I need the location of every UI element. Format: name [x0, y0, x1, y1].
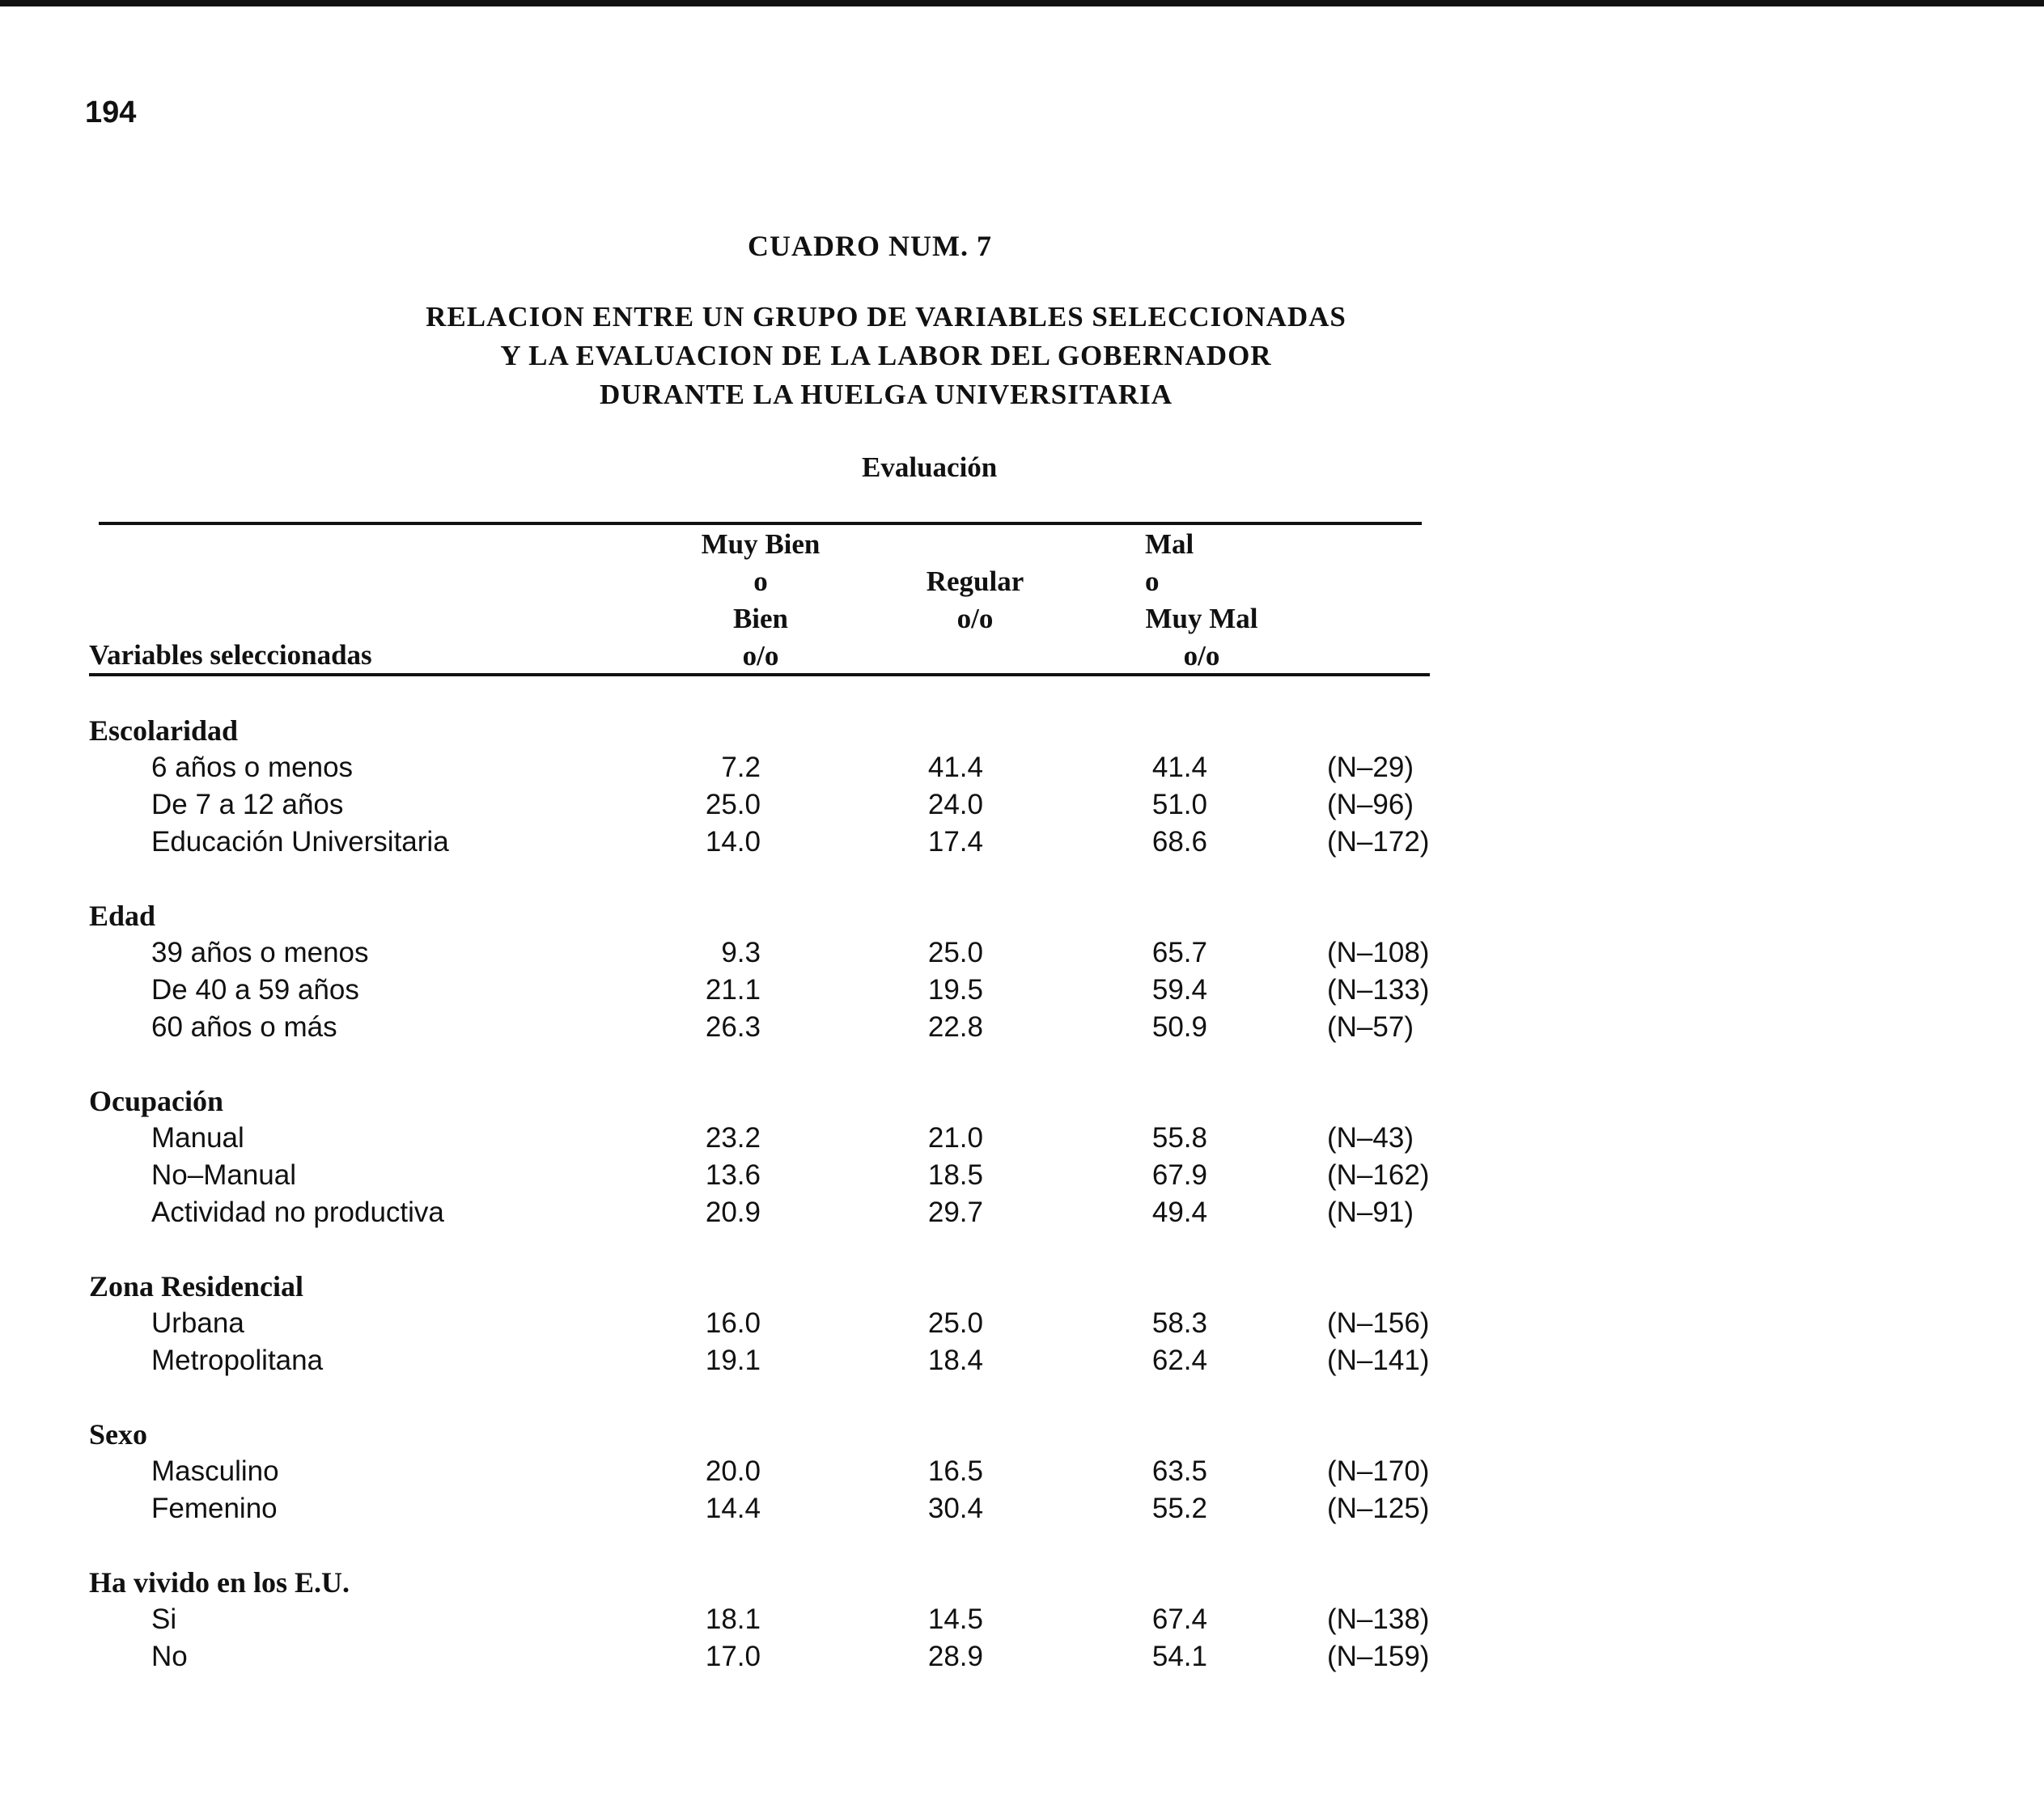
cell-regular: 17.4: [927, 826, 983, 858]
cell-regular: 29.7: [927, 1197, 983, 1228]
cell-n: (N–141): [1327, 1345, 1430, 1376]
row-label: Masculino: [151, 1455, 279, 1487]
cell-n: (N–138): [1327, 1603, 1430, 1635]
cell-n: (N–43): [1327, 1122, 1414, 1154]
evaluation-label: Evaluación: [862, 451, 998, 483]
cell-n: (N–159): [1327, 1641, 1430, 1672]
cell-mal: 67.4: [1151, 1603, 1207, 1635]
cell-mal: 55.2: [1151, 1493, 1207, 1524]
row-label: Si: [151, 1603, 177, 1635]
column-header-bien-line: Bien: [732, 603, 789, 634]
cell-bien: 9.3: [721, 937, 761, 968]
cell-bien: 26.3: [705, 1011, 761, 1043]
variable-group: [0, 1416, 2044, 1527]
table-title-line-1: RELACION ENTRE UN GRUPO DE VARIABLES SELECCIONADAS: [426, 301, 1346, 333]
cell-n: (N–156): [1327, 1307, 1430, 1339]
cell-n: (N–162): [1327, 1159, 1430, 1191]
table-row: [0, 1305, 2044, 1342]
cell-regular: 24.0: [927, 789, 983, 820]
cell-mal: 58.3: [1151, 1307, 1207, 1339]
cell-n: (N–57): [1327, 1011, 1414, 1043]
table-row: [0, 749, 2044, 786]
variable-group: [0, 1564, 2044, 1675]
cell-bien: 23.2: [705, 1122, 761, 1154]
table-row: [0, 1638, 2044, 1675]
cell-mal: 68.6: [1151, 826, 1207, 858]
row-label: Urbana: [151, 1307, 244, 1339]
row-label: No: [151, 1641, 188, 1672]
header-top-rule: [99, 522, 1422, 525]
cell-mal: 55.8: [1151, 1122, 1207, 1154]
page-number: 194: [85, 95, 137, 129]
row-label: 60 años o más: [151, 1011, 337, 1043]
cell-bien: 14.4: [705, 1493, 761, 1524]
column-header-mal-line: Mal: [1145, 528, 1194, 560]
cell-mal: 65.7: [1151, 937, 1207, 968]
table-label: CUADRO NUM. 7: [748, 230, 992, 262]
table-body: [0, 712, 2044, 1712]
row-label: Manual: [151, 1122, 244, 1154]
cell-bien: 13.6: [705, 1159, 761, 1191]
row-label: 6 años o menos: [151, 752, 354, 783]
table-row: [0, 1194, 2044, 1231]
cell-regular: 41.4: [927, 752, 983, 783]
column-header-mal-line: Muy Mal: [1145, 603, 1258, 634]
table-row: [0, 1120, 2044, 1157]
cell-bien: 20.9: [705, 1197, 761, 1228]
table-row: [0, 1490, 2044, 1527]
cell-regular: 22.8: [927, 1011, 983, 1043]
row-label: 39 años o menos: [151, 937, 369, 968]
cell-n: (N–29): [1327, 752, 1414, 783]
cell-n: (N–96): [1327, 789, 1414, 820]
row-label: Educación Universitaria: [151, 826, 449, 858]
table-row: [0, 786, 2044, 824]
column-header-mal-line: o/o: [1183, 640, 1220, 671]
cell-bien: 18.1: [705, 1603, 761, 1635]
group-title: Ocupación: [89, 1085, 224, 1117]
column-header-mal-line: o: [1145, 566, 1160, 597]
cell-regular: 21.0: [927, 1122, 983, 1154]
group-title: Edad: [89, 900, 156, 932]
table-row: [0, 824, 2044, 861]
cell-n: (N–172): [1327, 826, 1430, 858]
cell-n: (N–170): [1327, 1455, 1430, 1487]
cell-mal: 50.9: [1151, 1011, 1207, 1043]
header-bottom-rule: [89, 673, 1430, 676]
table-row: [0, 972, 2044, 1009]
cell-regular: 14.5: [927, 1603, 983, 1635]
column-header-bien-line: o/o: [742, 640, 779, 671]
cell-n: (N–133): [1327, 974, 1430, 1006]
cell-mal: 63.5: [1151, 1455, 1207, 1487]
cell-regular: 30.4: [927, 1493, 983, 1524]
cell-regular: 28.9: [927, 1641, 983, 1672]
cell-regular: 25.0: [927, 937, 983, 968]
cell-mal: 49.4: [1151, 1197, 1207, 1228]
cell-bien: 7.2: [721, 752, 761, 783]
cell-mal: 62.4: [1151, 1345, 1207, 1376]
row-label: Actividad no productiva: [151, 1197, 444, 1228]
cell-mal: 41.4: [1151, 752, 1207, 783]
column-header-regular-line: o/o: [956, 603, 994, 634]
column-header-bien-line: o: [753, 566, 768, 597]
cell-regular: 19.5: [927, 974, 983, 1006]
cell-bien: 25.0: [705, 789, 761, 820]
cell-mal: 54.1: [1151, 1641, 1207, 1672]
column-header-mal: [1121, 526, 1283, 675]
variable-group: [0, 1082, 2044, 1231]
cell-regular: 18.4: [927, 1345, 983, 1376]
table-row: [0, 1157, 2044, 1194]
row-label: Femenino: [151, 1493, 278, 1524]
cell-regular: 25.0: [927, 1307, 983, 1339]
cell-bien: 17.0: [705, 1641, 761, 1672]
column-header-regular: [894, 563, 1056, 638]
column-header-bien-line: Muy Bien: [701, 528, 821, 560]
cell-mal: 51.0: [1151, 789, 1207, 820]
row-label: De 7 a 12 años: [151, 789, 344, 820]
column-header-bien: [664, 526, 858, 675]
table-row: [0, 934, 2044, 972]
cell-bien: 20.0: [705, 1455, 761, 1487]
cell-bien: 16.0: [705, 1307, 761, 1339]
column-header-variables: Variables seleccionadas: [89, 639, 372, 671]
variable-group: [0, 1268, 2044, 1379]
row-label: De 40 a 59 años: [151, 974, 359, 1006]
cell-regular: 16.5: [927, 1455, 983, 1487]
group-title: Zona Residencial: [89, 1270, 304, 1303]
table-row: [0, 1453, 2044, 1490]
cell-regular: 18.5: [927, 1159, 983, 1191]
table-row: [0, 1009, 2044, 1046]
cell-mal: 67.9: [1151, 1159, 1207, 1191]
table-title-line-3: DURANTE LA HUELGA UNIVERSITARIA: [599, 379, 1173, 410]
group-title: Escolaridad: [89, 714, 239, 747]
row-label: No–Manual: [151, 1159, 296, 1191]
group-title: Sexo: [89, 1418, 147, 1451]
cell-n: (N–125): [1327, 1493, 1430, 1524]
cell-bien: 19.1: [705, 1345, 761, 1376]
cell-bien: 14.0: [705, 826, 761, 858]
table-row: [0, 1342, 2044, 1379]
row-label: Metropolitana: [151, 1345, 324, 1376]
variable-group: [0, 712, 2044, 861]
group-title: Ha vivido en los E.U.: [89, 1566, 350, 1599]
cell-n: (N–108): [1327, 937, 1430, 968]
cell-n: (N–91): [1327, 1197, 1414, 1228]
cell-bien: 21.1: [705, 974, 761, 1006]
variable-group: [0, 897, 2044, 1046]
top-border-rule: [0, 0, 2044, 6]
table-title-line-2: Y LA EVALUACION DE LA LABOR DEL GOBERNADOR: [500, 340, 1272, 371]
table-row: [0, 1601, 2044, 1638]
cell-mal: 59.4: [1151, 974, 1207, 1006]
column-header-regular-line: Regular: [926, 566, 1024, 597]
